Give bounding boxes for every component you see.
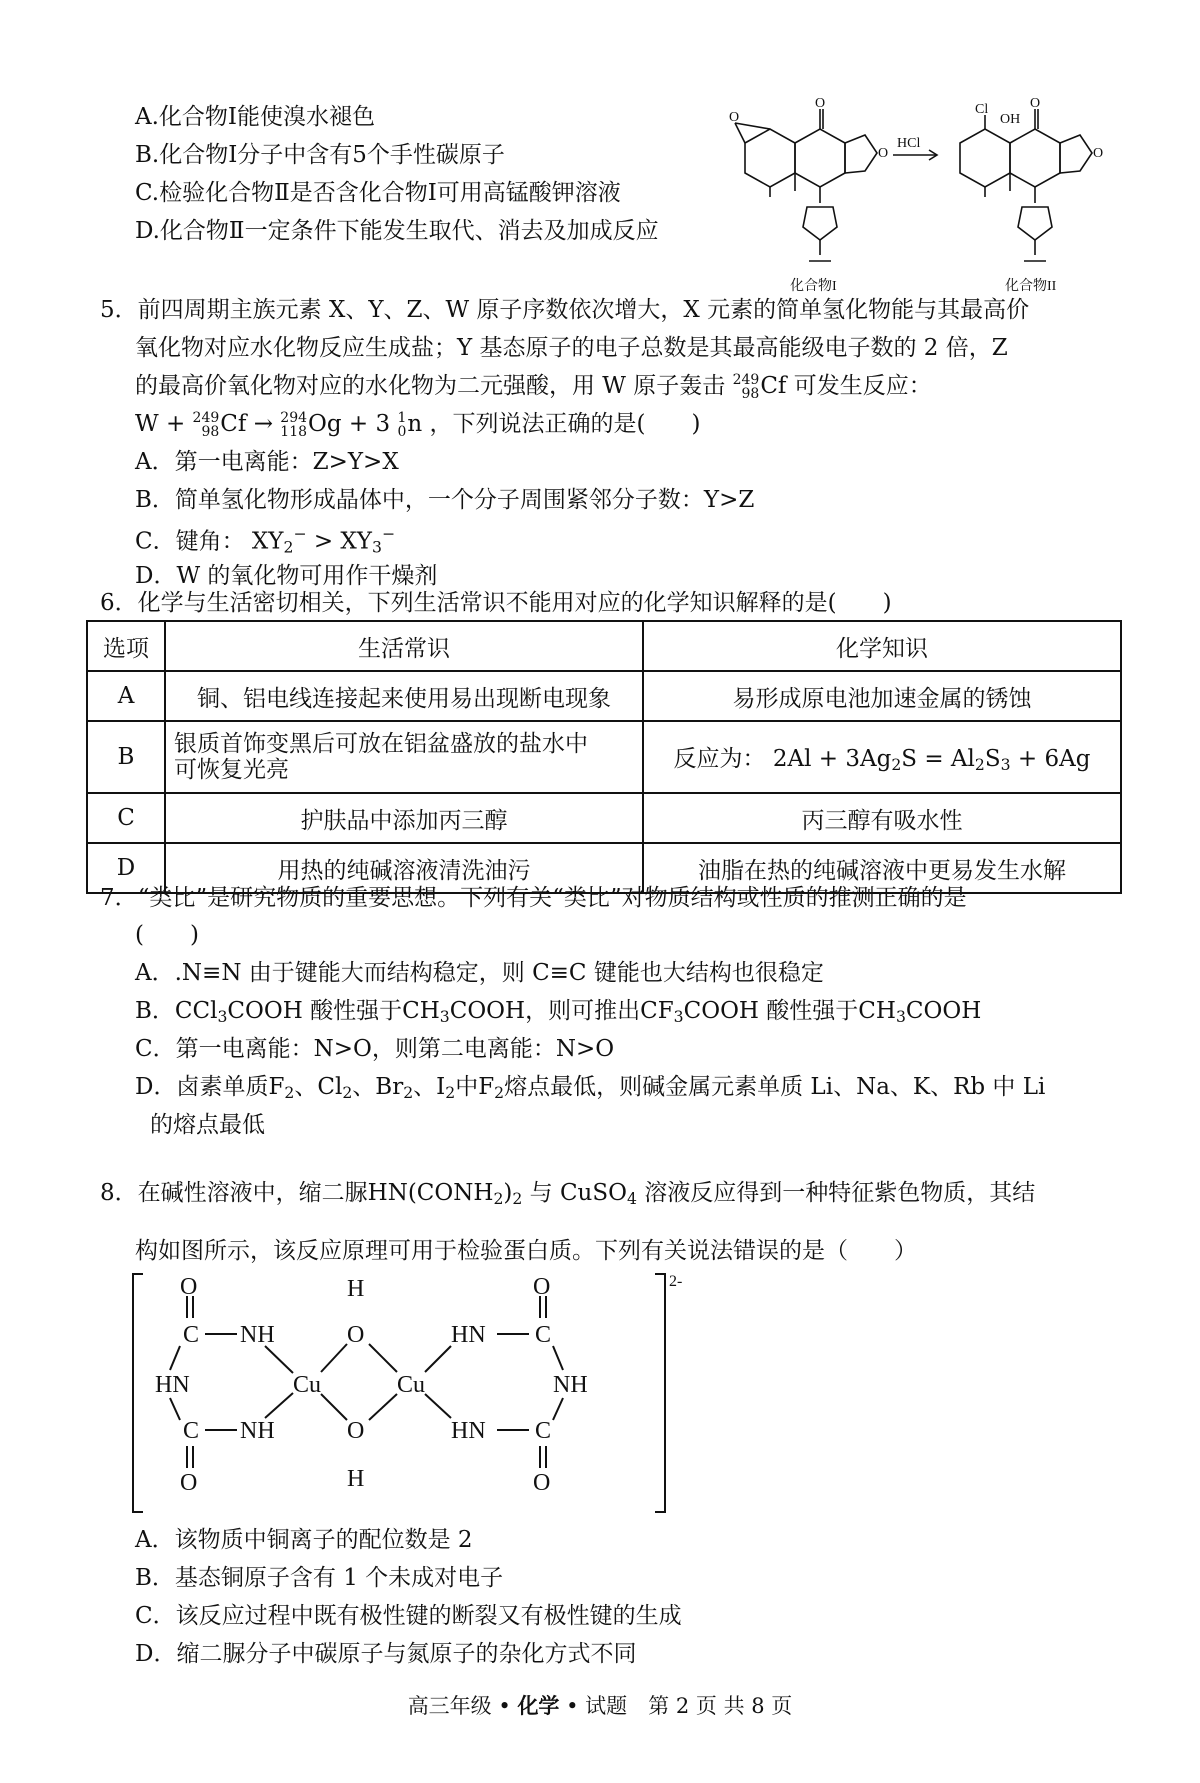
q8-option-b: B．基态铜原子含有 1 个未成对电子 bbox=[135, 1565, 504, 1591]
q8-option-a: A．该物质中铜离子的配位数是 2 bbox=[135, 1527, 473, 1553]
q4-option-d: D.化合物Ⅱ一定条件下能发生取代、消去及加成反应 bbox=[135, 218, 659, 244]
table-row bbox=[87, 721, 1121, 793]
table-cell: 油脂在热的纯碱溶液中更易发生水解 bbox=[643, 843, 1121, 893]
q7-option-b: B．CCl$_3$COOH 酸性强于$CH_3COOH$，则可推出$CF_3COOH$ 酸性强于$CH_3COOH$ bbox=[135, 998, 982, 1026]
q5-equation: W + 249 98 Cf → 294 118 Og + 3 1 0 n ，下列说法正确的是( ) bbox=[135, 410, 701, 440]
q6-stem: 6．化学与生活密切相关，下列生活常识不能用对应的化学知识解释的是( ) bbox=[100, 590, 892, 616]
svg-text:HN: HN bbox=[155, 1372, 190, 1398]
q4-atom-o-3: O bbox=[729, 110, 740, 125]
table-cell: B bbox=[87, 721, 165, 793]
q4-atom-o-2: O bbox=[878, 146, 889, 161]
q4-atom-o-5: O bbox=[1093, 146, 1104, 161]
svg-text:O: O bbox=[533, 1274, 551, 1300]
q6-table bbox=[86, 620, 1122, 894]
svg-text:NH: NH bbox=[240, 1322, 275, 1348]
table-cell: 用热的纯碱溶液清洗油污 bbox=[165, 843, 643, 893]
q5-stem-line-3: 的最高价氧化物对应的水化物为二元强酸，用 W 原子轰击 249 98 Cf 可发生反应： bbox=[135, 372, 932, 402]
q7-stem-line-1: 7．“类比”是研究物质的重要思想。下列有关“类比”对物质结构或性质的推测正确的是 bbox=[100, 885, 967, 911]
table-header-option: 选项 bbox=[87, 621, 165, 671]
page-footer: 高三年级 • 化学 • 试题 第 2 页 共 8 页 bbox=[407, 1693, 793, 1718]
table-header-life: 生活常识 bbox=[165, 621, 643, 671]
svg-text:C: C bbox=[183, 1322, 200, 1348]
svg-text:O: O bbox=[347, 1322, 365, 1348]
q8-option-d: D．缩二脲分子中碳原子与氮原子的杂化方式不同 bbox=[135, 1641, 637, 1667]
q7-option-d: D．卤素单质$F_2$、$Cl_2$、$Br_2$、$I_2$中$F_2$熔点最低，则碱金属元素单质 Li、Na、K、Rb 中 Li bbox=[135, 1074, 1046, 1102]
q4-atom-o-4: O bbox=[1030, 96, 1041, 111]
q5-stem-line-2: 氧化物对应水化物反应生成盐；Y 基态原子的电子总数是其最高能级电子数的 2 倍，Z bbox=[135, 335, 1008, 361]
q5-option-a: A．第一电离能：Z>Y>X bbox=[135, 449, 399, 475]
q5-option-d: D．W 的氧化物可用作干燥剂 bbox=[135, 563, 438, 589]
table-row bbox=[87, 671, 1121, 721]
q4-option-c: C.检验化合物Ⅱ是否含化合物Ⅰ可用高锰酸钾溶液 bbox=[135, 180, 621, 206]
q4-label-compound-1: 化合物I bbox=[790, 279, 837, 294]
q4-reagent: HCl bbox=[897, 136, 921, 151]
svg-text:Cu: Cu bbox=[293, 1372, 322, 1398]
q4-option-a: A.化合物Ⅰ能使溴水褪色 bbox=[135, 104, 376, 130]
table-header-row bbox=[87, 621, 1121, 671]
svg-text:NH: NH bbox=[240, 1418, 275, 1444]
table-cell: 铜、铝电线连接起来使用易出现断电现象 bbox=[165, 671, 643, 721]
q4-atom-cl: Cl bbox=[975, 102, 989, 117]
svg-text:C: C bbox=[535, 1418, 552, 1444]
q5-stem-line-1: 5．前四周期主族元素 X、Y、Z、W 原子序数依次增大，X 元素的简单氢化物能与其最高价 bbox=[100, 297, 1030, 323]
svg-text:Cu: Cu bbox=[397, 1372, 426, 1398]
svg-text:NH: NH bbox=[553, 1372, 588, 1398]
q8-stem-line-2: 构如图所示，该反应原理可用于检验蛋白质。下列有关说法错误的是（ ） bbox=[135, 1238, 917, 1264]
svg-text:H: H bbox=[347, 1276, 365, 1302]
q4-atom-o-1: O bbox=[815, 96, 826, 111]
q8-option-c: C．该反应过程中既有极性键的断裂又有极性键的生成 bbox=[135, 1603, 682, 1629]
q8-charge: 2- bbox=[669, 1273, 683, 1290]
q7-option-d-cont: 的熔点最低 bbox=[150, 1112, 265, 1138]
q4-label-compound-2: 化合物II bbox=[1005, 279, 1057, 294]
q4-atom-oh: OH bbox=[1000, 112, 1021, 127]
q7-option-a: A．.N≡N 由于键能大而结构稳定，则 C≡C 键能也大结构也很稳定 bbox=[135, 960, 824, 986]
q7-stem-line-2: ( ) bbox=[135, 922, 199, 948]
q5-option-b: B．简单氢化物形成晶体中，一个分子周围紧邻分子数：Y>Z bbox=[135, 487, 755, 513]
table-cell: 护肤品中添加丙三醇 bbox=[165, 793, 643, 843]
svg-text:O: O bbox=[347, 1418, 365, 1444]
q4-reaction-scheme bbox=[725, 95, 1140, 295]
q5-option-c: C．键角： $XY_2^- > XY_3^-$ bbox=[135, 524, 396, 557]
table-cell: A bbox=[87, 671, 165, 721]
svg-text:C: C bbox=[183, 1418, 200, 1444]
q4-option-b: B.化合物Ⅰ分子中含有5个手性碳原子 bbox=[135, 142, 505, 168]
table-row bbox=[87, 793, 1121, 843]
svg-text:HN: HN bbox=[451, 1322, 486, 1348]
svg-text:C: C bbox=[535, 1322, 552, 1348]
svg-text:O: O bbox=[533, 1470, 551, 1496]
svg-text:H: H bbox=[347, 1466, 365, 1492]
svg-text:O: O bbox=[180, 1274, 198, 1300]
q7-option-c: C．第一电离能：N>O，则第二电离能：N>O bbox=[135, 1036, 615, 1062]
table-cell: 反应为： $2Al + 3Ag_2S = Al_2S_3 + 6Ag$ bbox=[643, 721, 1121, 793]
svg-text:HN: HN bbox=[451, 1418, 486, 1444]
svg-text:O: O bbox=[180, 1470, 198, 1496]
q8-stem-line-1: 8．在碱性溶液中，缩二脲$HN(CONH_2)_2$ 与 CuSO$_4$ 溶液反应得到一种特征紫色物质，其结 bbox=[100, 1180, 1036, 1208]
table-cell: D bbox=[87, 843, 165, 893]
table-cell: 丙三醇有吸水性 bbox=[643, 793, 1121, 843]
q8-biuret-copper-complex bbox=[125, 1268, 685, 1518]
table-cell: 易形成原电池加速金属的锈蚀 bbox=[643, 671, 1121, 721]
table-cell: 银质首饰变黑后可放在铝盆盛放的盐水中 可恢复光亮 bbox=[165, 721, 643, 793]
table-header-chem: 化学知识 bbox=[643, 621, 1121, 671]
table-cell: C bbox=[87, 793, 165, 843]
